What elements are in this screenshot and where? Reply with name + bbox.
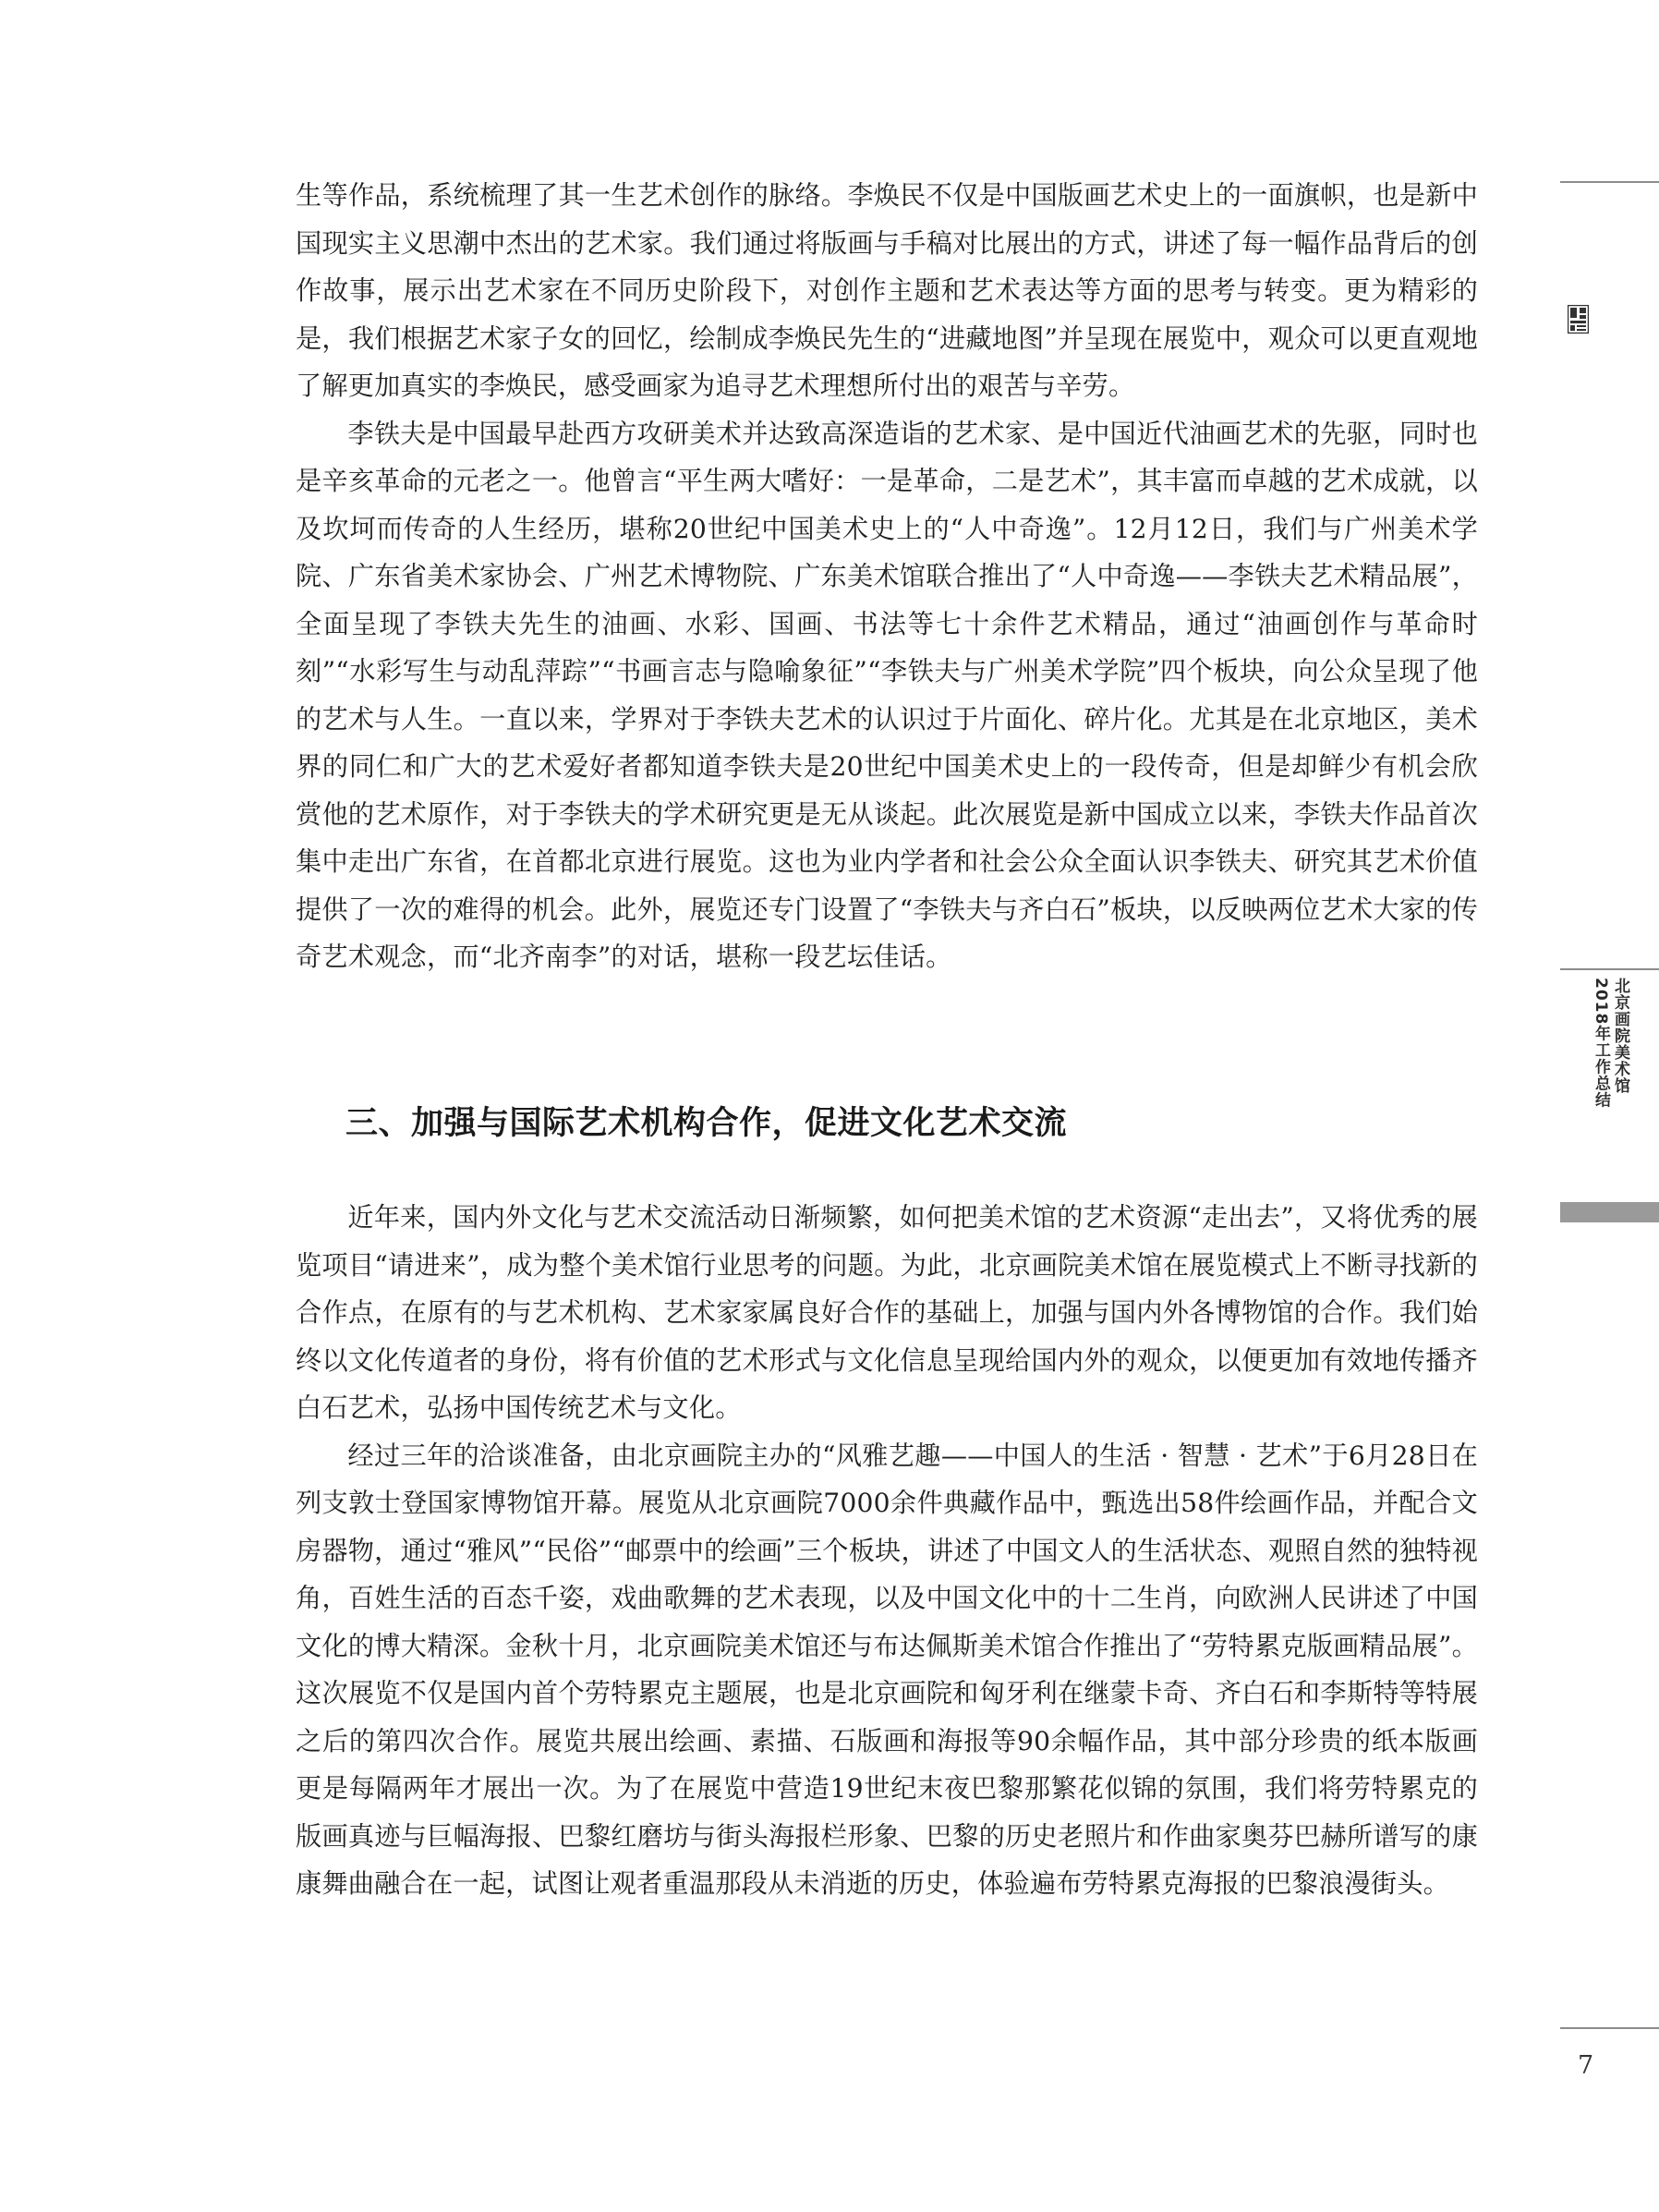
running-header-line-2: 2018年工作总结 <box>1592 978 1610 1109</box>
body-text-top <box>296 172 1478 981</box>
paragraph: 李铁夫是中国最早赴西方攻研美术并达致高深造诣的艺术家、是中国近代油画艺术的先驱，同时也是辛亥革命的元老之一。他曾言“平生两大嗜好：一是革命，二是艺术”，其丰富而卓越的艺术成就，以及坎坷而传奇的人生经历，堪称20世纪中国美术史上的“人中奇逸”。12月12日，我们与广州美术学院、广东省美术家协会、广州艺术博物院、广东美术馆联合推出了“人中奇逸——李铁夫艺术精品展”，全面呈现了李铁夫先生的油画、水彩、国画、书法等七十余件艺术精品，通过“油画创作与革命时刻”“水彩写生与动乱萍踪”“书画言志与隐喻象征”“李铁夫与广州美术学院”四个板块，向公众呈现了他的艺术与人生。一直以来，学界对于李铁夫艺术的认识过于片面化、碎片化。尤其是在北京地区，美术界的同仁和广大的艺术爱好者都知道李铁夫是20世纪中国美术史上的一段传奇，但是却鲜少有机会欣赏他的艺术原作，对于李铁夫的学术研究更是无从谈起。此次展览是新中国成立以来，李铁夫作品首次集中走出广东省，在首都北京进行展览。这也为业内学者和社会公众全面认识李铁夫、研究其艺术价值提供了一次的难得的机会。此外，展览还专门设置了“李铁夫与齐白石”板块，以反映两位艺术大家的传奇艺术观念，而“北齐南李”的对话，堪称一段艺坛佳话。 <box>296 418 1478 972</box>
margin-rule-middle <box>1560 968 1659 970</box>
paragraph: 近年来，国内外文化与艺术交流活动日渐频繁，如何把美术馆的艺术资源“走出去”，又将优秀的展览项目“请进来”，成为整个美术馆行业思考的问题。为此，北京画院美术馆在展览模式上不断寻找新的合作点，在原有的与艺术机构、艺术家家属良好合作的基础上，加强与国内外各博物馆的合作。我们始终以文化传道者的身份，将有价值的艺术形式与文化信息呈现给国内外的观众，以便更加有效地传播齐白石艺术，弘扬中国传统艺术与文化。 <box>296 1202 1478 1423</box>
running-header-line-1: 北京画院美术馆 <box>1611 978 1629 1094</box>
margin-rule-bottom <box>1560 2027 1659 2029</box>
paragraph: 经过三年的洽谈准备，由北京画院主办的“风雅艺趣——中国人的生活 · 智慧 · 艺术”于6月28日在列支敦士登国家博物馆开幕。展览从北京画院7000余件典藏作品中，甄选出58件绘画作品，并配合文房器物，通过“雅风”“民俗”“邮票中的绘画”三个板块，讲述了中国文人的生活状态、观照自然的独特视角，百姓生活的百态千姿，戏曲歌舞的艺术表现，以及中国文化中的十二生肖，向欧洲人民讲述了中国文化的博大精深。金秋十月，北京画院美术馆还与布达佩斯美术馆合作推出了“劳特累克版画精品展”。这次展览不仅是国内首个劳特累克主题展，也是北京画院和匈牙利在继蒙卡奇、齐白石和李斯特等特展之后的第四次合作。展览共展出绘画、素描、石版画和海报等90余幅作品，其中部分珍贵的纸本版画更是每隔两年才展出一次。为了在展览中营造19世纪末夜巴黎那繁花似锦的氛围，我们将劳特累克的版画真迹与巨幅海报、巴黎红磨坊与街头海报栏形象、巴黎的历史老照片和作曲家奥芬巴赫所谱写的康康舞曲融合在一起，试图让观者重温那段从未消逝的历史，体验遍布劳特累克海报的巴黎浪漫街头。 <box>296 1440 1478 1899</box>
margin-gray-bar <box>1560 1202 1659 1222</box>
section-heading: 三、加强与国际艺术机构合作，促进文化艺术交流 <box>345 1105 1068 1142</box>
page-number: 7 <box>1578 2051 1594 2080</box>
seal-icon <box>1568 305 1589 334</box>
paragraph: 生等作品，系统梳理了其一生艺术创作的脉络。李焕民不仅是中国版画艺术史上的一面旗帜，也是新中国现实主义思潮中杰出的艺术家。我们通过将版画与手稿对比展出的方式，讲述了每一幅作品背后的创作故事，展示出艺术家在不同历史阶段下，对创作主题和艺术表达等方面的思考与转变。更为精彩的是，我们根据艺术家子女的回忆，绘制成李焕民先生的“进藏地图”并呈现在展览中，观众可以更直观地了解更加真实的李焕民，感受画家为追寻艺术理想所付出的艰苦与辛劳。 <box>296 180 1478 401</box>
margin-rule-top <box>1560 181 1659 183</box>
body-text-bottom <box>296 1194 1478 1908</box>
running-header-vertical <box>1591 978 1629 1108</box>
